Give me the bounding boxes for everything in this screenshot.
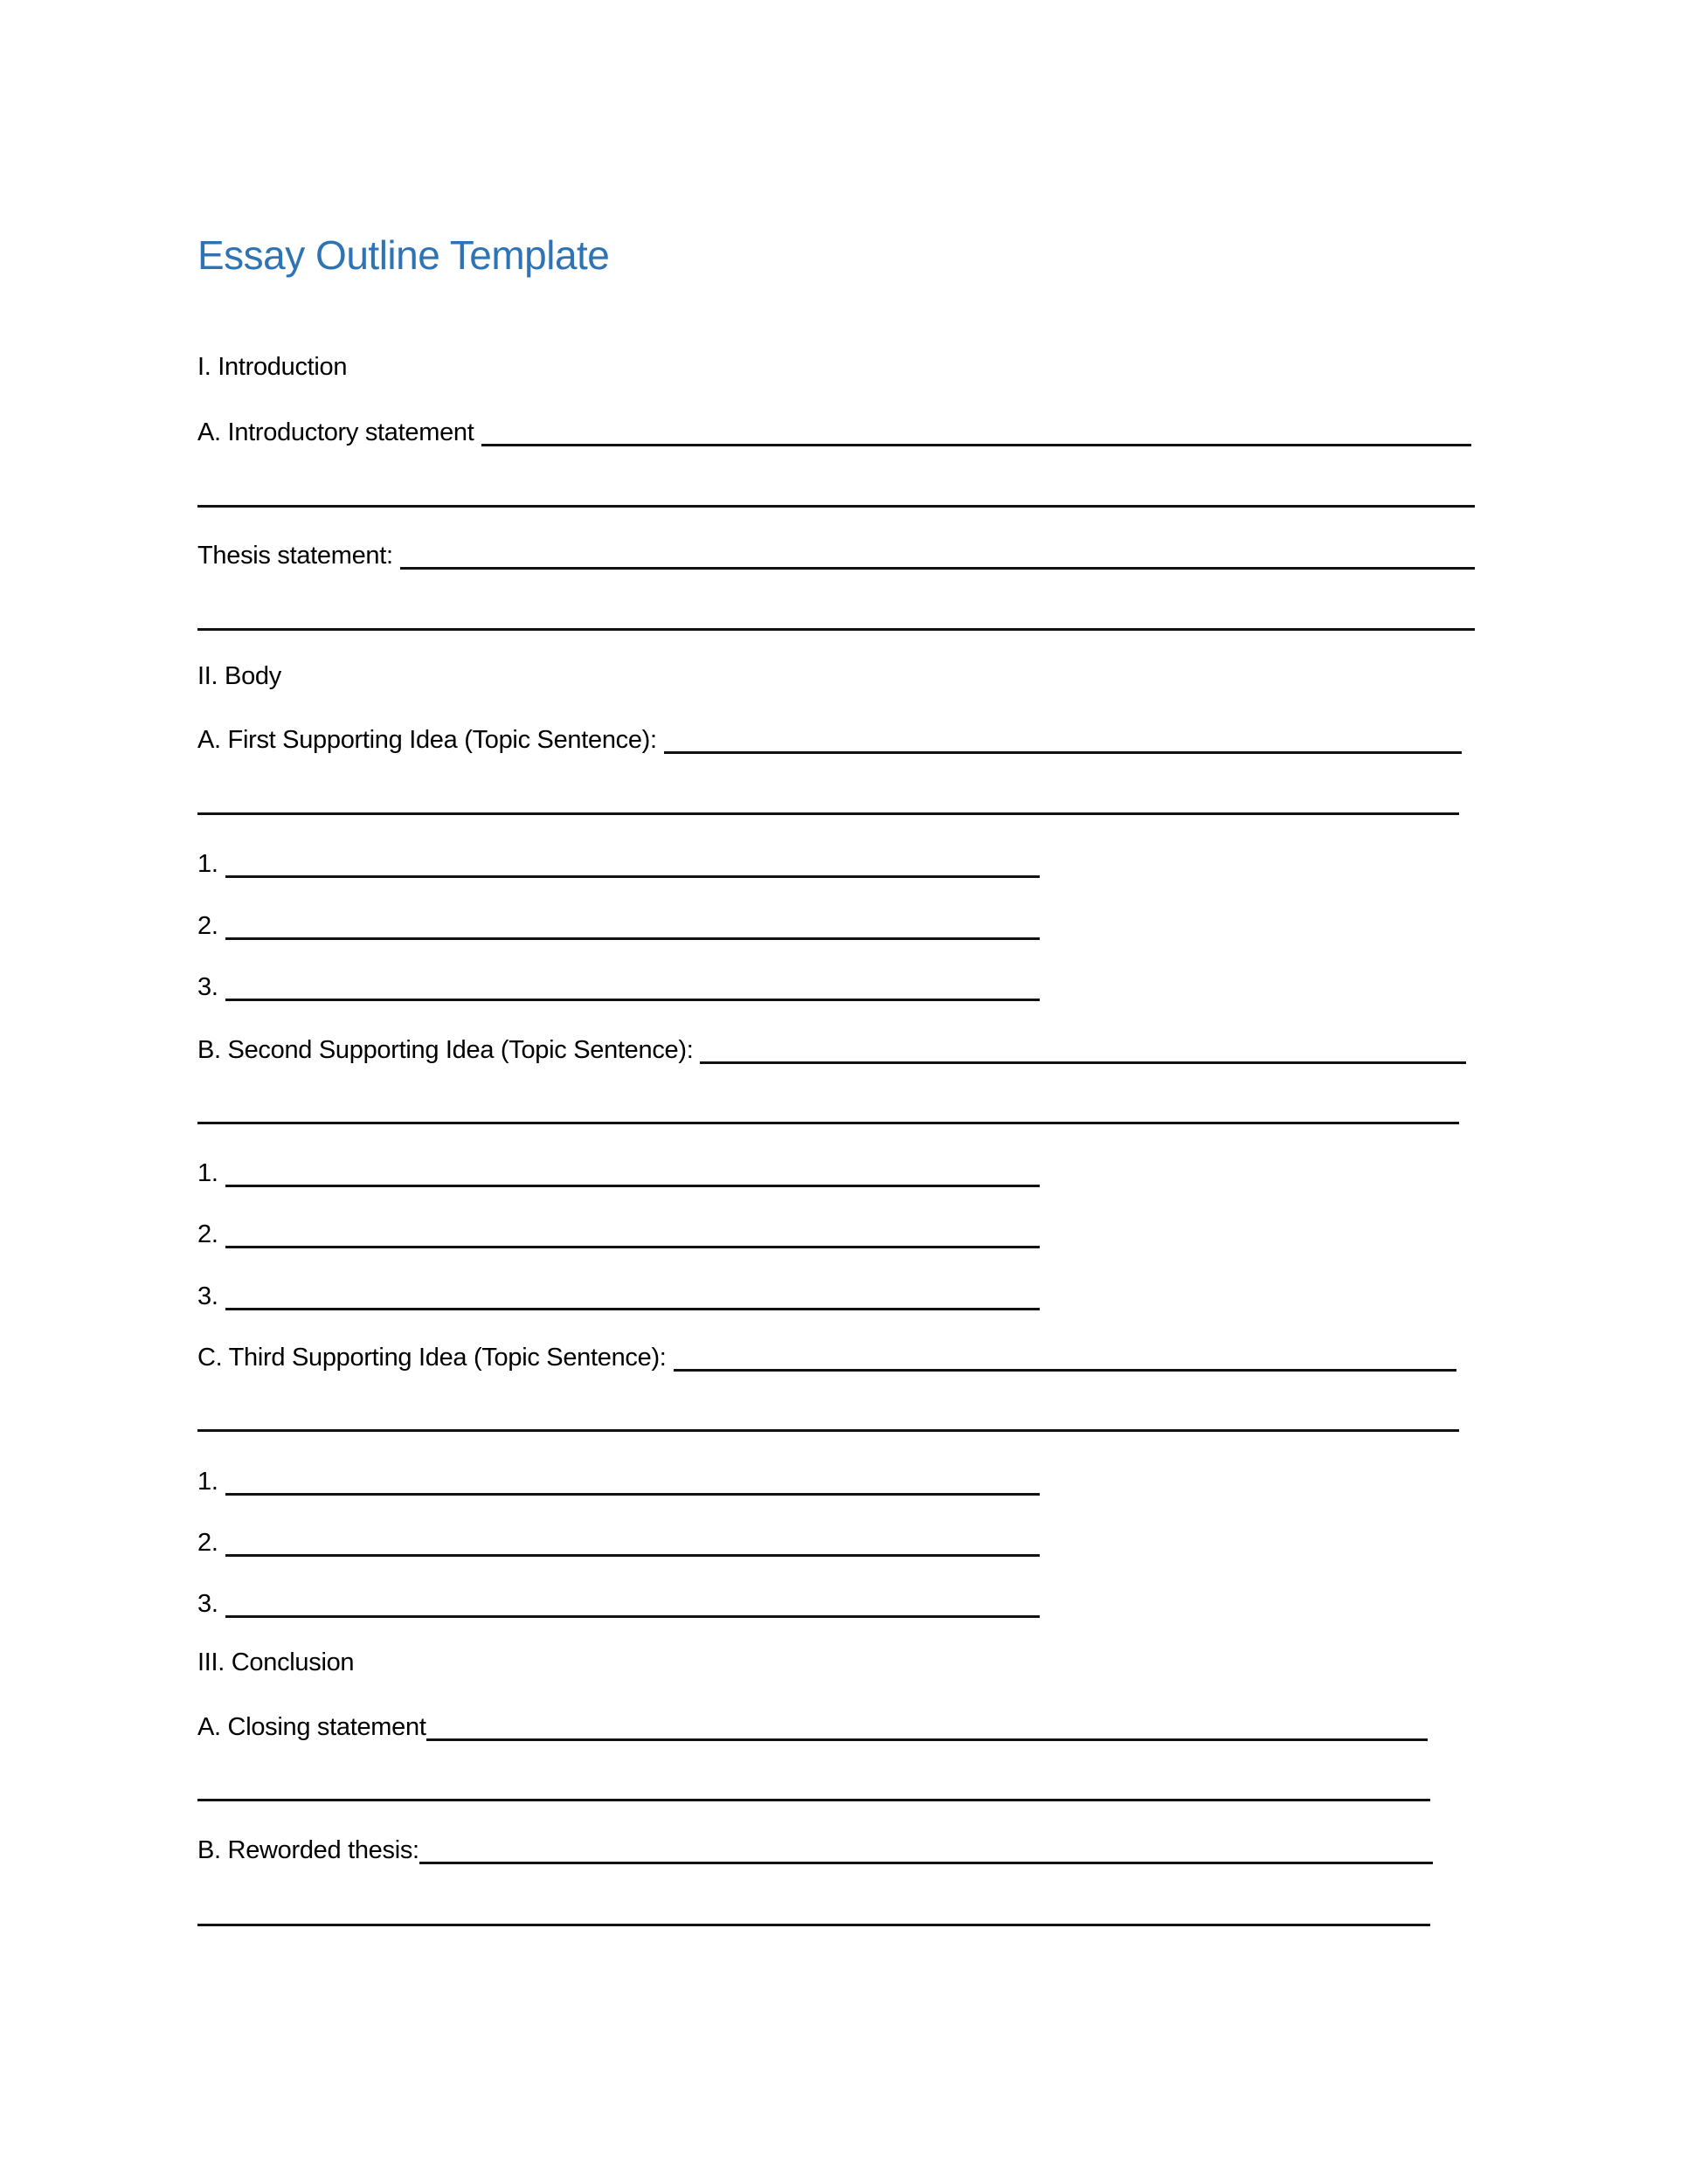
section-heading-text: I. Introduction	[197, 353, 348, 381]
blank-answer-line[interactable]	[225, 1185, 1040, 1187]
outline-field	[197, 969, 1040, 1004]
blank-answer-line[interactable]	[197, 628, 1475, 631]
field-label: 1.	[197, 850, 218, 878]
blank-answer-line[interactable]	[225, 1554, 1040, 1557]
field-label: 2.	[197, 1529, 218, 1557]
blank-answer-line[interactable]	[419, 1862, 1433, 1864]
field-label: 3.	[197, 973, 218, 1001]
outline-continuation-line	[197, 1894, 1430, 1929]
outline-field	[197, 1032, 1466, 1067]
blank-answer-line[interactable]	[225, 875, 1040, 878]
outline-field	[197, 1586, 1040, 1621]
outline-continuation-line	[197, 1400, 1459, 1434]
blank-answer-line[interactable]	[197, 812, 1459, 815]
blank-answer-line[interactable]	[197, 1799, 1430, 1801]
blank-answer-line[interactable]	[664, 751, 1462, 754]
blank-answer-line[interactable]	[225, 1308, 1040, 1310]
blank-answer-line[interactable]	[481, 444, 1472, 446]
blank-answer-line[interactable]	[197, 1122, 1459, 1124]
outline-field	[197, 414, 1471, 449]
field-label: 1.	[197, 1468, 218, 1496]
document-title: Essay Outline Template	[197, 232, 610, 278]
section-heading	[197, 1644, 354, 1679]
blank-answer-line[interactable]	[197, 1924, 1430, 1926]
outline-field	[197, 1709, 1428, 1744]
section-heading	[197, 349, 347, 384]
outline-continuation-line	[197, 783, 1459, 818]
outline-field	[197, 908, 1040, 943]
blank-answer-line[interactable]	[426, 1738, 1428, 1741]
outline-field	[197, 537, 1475, 572]
field-label: 2.	[197, 1220, 218, 1248]
field-label: B. Second Supporting Idea (Topic Sentence):	[197, 1036, 694, 1064]
section-heading-text: III. Conclusion	[197, 1648, 355, 1676]
outline-field	[197, 1463, 1040, 1498]
outline-continuation-line	[197, 598, 1475, 633]
outline-field	[197, 846, 1040, 881]
field-label: A. Closing statement	[197, 1713, 426, 1741]
field-label: 2.	[197, 912, 218, 940]
blank-answer-line[interactable]	[225, 937, 1040, 940]
blank-answer-line[interactable]	[700, 1061, 1466, 1064]
outline-continuation-line	[197, 475, 1475, 510]
field-label: 3.	[197, 1590, 218, 1618]
field-label: A. Introductory statement	[197, 418, 474, 446]
outline-field	[197, 1155, 1040, 1190]
blank-answer-line[interactable]	[225, 1246, 1040, 1248]
blank-answer-line[interactable]	[197, 1429, 1459, 1432]
blank-answer-line[interactable]	[197, 505, 1475, 508]
section-heading	[197, 658, 281, 693]
outline-field	[197, 1524, 1040, 1559]
blank-answer-line[interactable]	[674, 1369, 1456, 1372]
field-label: 1.	[197, 1159, 218, 1187]
outline-continuation-line	[197, 1769, 1430, 1804]
field-label: B. Reworded thesis:	[197, 1836, 419, 1864]
field-label: A. First Supporting Idea (Topic Sentence):	[197, 726, 657, 754]
blank-answer-line[interactable]	[225, 1615, 1040, 1618]
blank-answer-line[interactable]	[225, 1493, 1040, 1496]
blank-answer-line[interactable]	[225, 999, 1040, 1001]
blank-answer-line[interactable]	[400, 567, 1475, 570]
field-label: 3.	[197, 1282, 218, 1310]
outline-field	[197, 1216, 1040, 1251]
field-label: C. Third Supporting Idea (Topic Sentence):	[197, 1344, 667, 1372]
outline-field	[197, 722, 1462, 757]
field-label: Thesis statement:	[197, 542, 393, 570]
section-heading-text: II. Body	[197, 662, 281, 690]
outline-field	[197, 1278, 1040, 1313]
outline-field	[197, 1832, 1433, 1867]
outline-continuation-line	[197, 1092, 1459, 1127]
outline-field	[197, 1339, 1456, 1374]
